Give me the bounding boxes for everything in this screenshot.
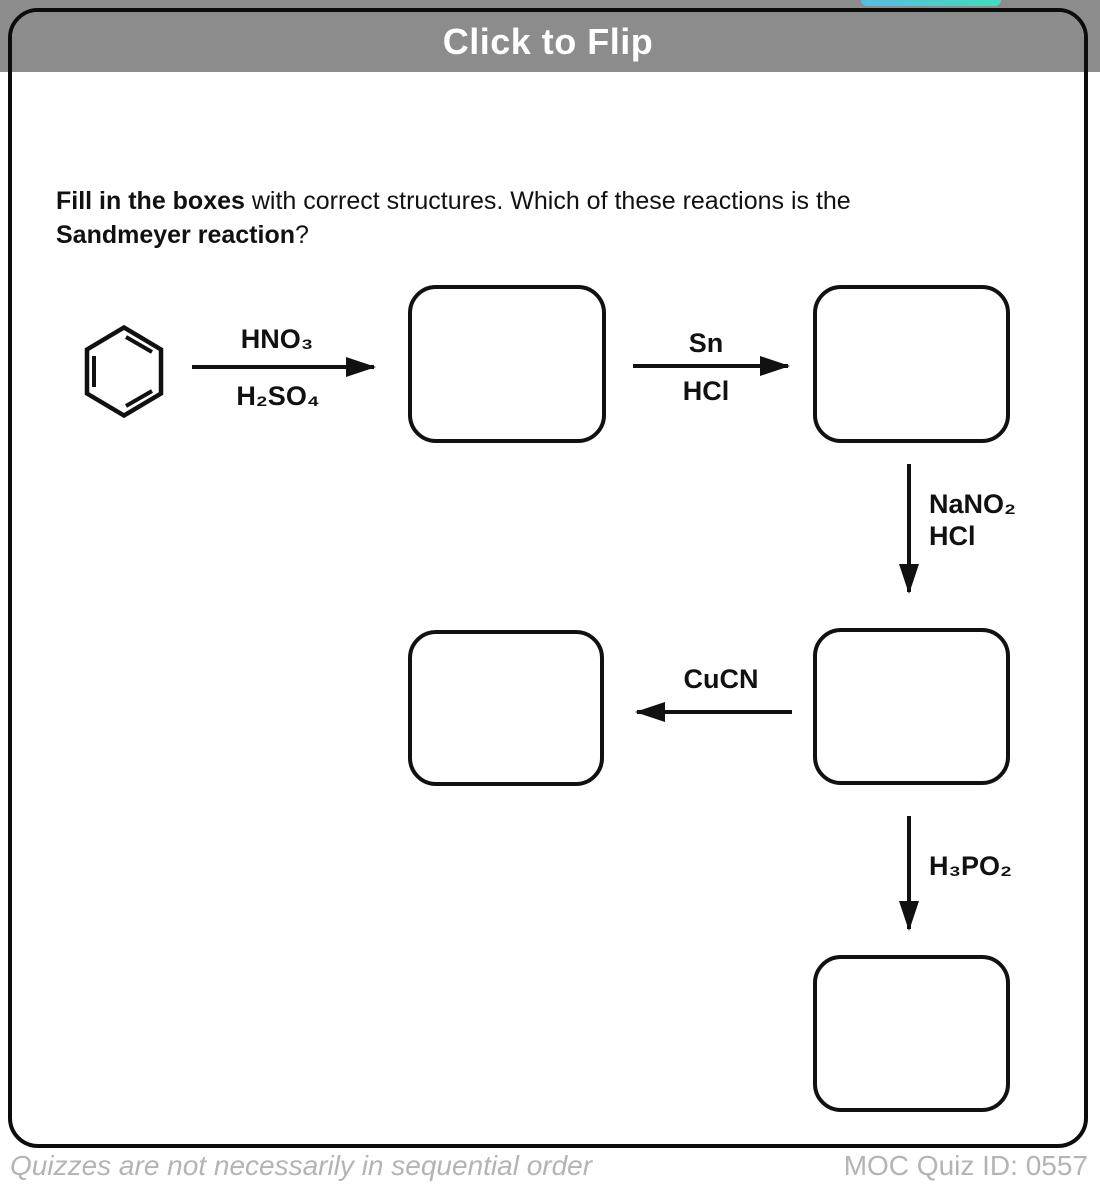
flashcard-header[interactable] — [12, 12, 1084, 72]
reagent-hcl-2: HCl — [929, 521, 976, 551]
question-text — [56, 184, 966, 252]
quiz-id-label: MOC Quiz ID: 0557 — [843, 1150, 1088, 1181]
question-lead-rest: with correct structures. Which of these reactions is the — [244, 187, 851, 215]
reagent-hcl-1: HCl — [682, 376, 730, 406]
answer-box-3 — [813, 628, 1010, 785]
footer-disclaimer: Quizzes are not necessarily in sequential order — [10, 1150, 593, 1181]
teal-accent-tab[interactable] — [861, 0, 1001, 6]
reagent-sn: Sn — [688, 328, 724, 358]
reagent-h2so4: H₂SO₄ — [236, 381, 320, 411]
question-tail: ? — [295, 221, 309, 249]
flip-instruction-label: Click to Flip — [442, 21, 654, 62]
question-bold-lead: Fill in the boxes — [56, 187, 245, 215]
reagent-h3po2: H₃PO₂ — [929, 851, 1012, 881]
answer-box-4 — [408, 630, 604, 786]
reagent-hno3: HNO₃ — [240, 324, 314, 354]
question-bold-term: Sandmeyer reaction — [56, 221, 295, 249]
answer-box-2 — [813, 285, 1010, 443]
answer-box-5 — [813, 955, 1010, 1112]
reagent-cucn: CuCN — [683, 664, 759, 694]
reagent-nano2: NaNO₂ — [929, 489, 1017, 519]
answer-box-1 — [408, 285, 606, 443]
